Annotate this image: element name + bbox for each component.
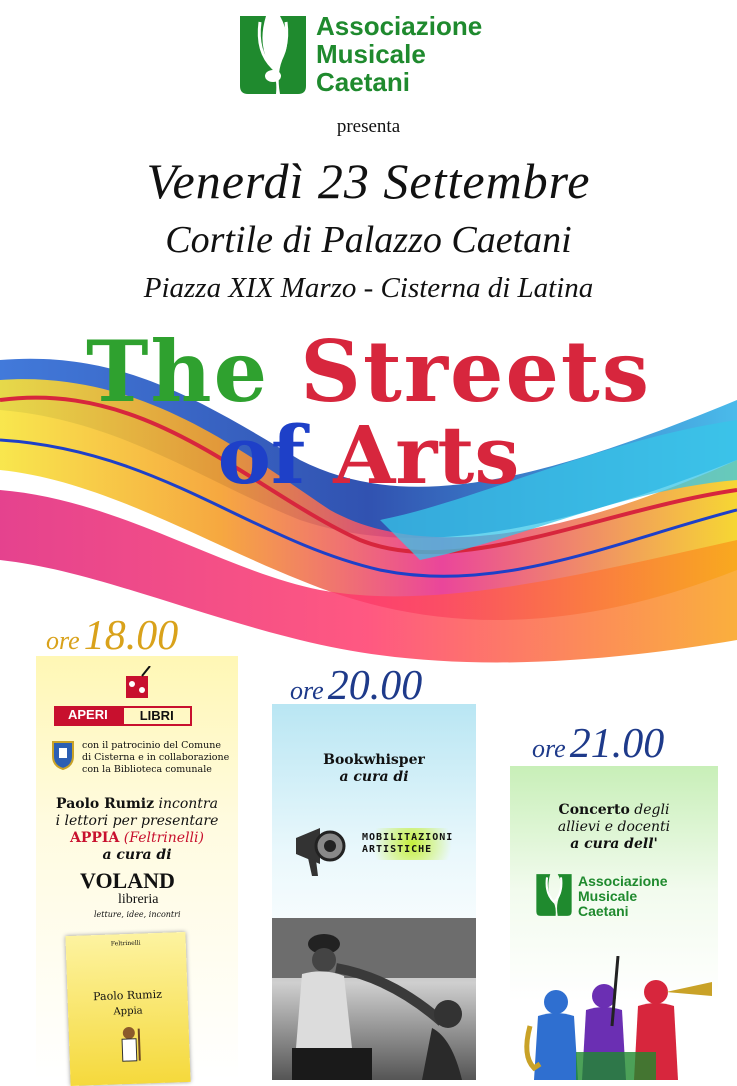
event-2-description [272, 752, 476, 786]
musicians-silhouette-icon [272, 918, 476, 1080]
aperilibri-logo [54, 706, 220, 726]
patronage-line-3: con la Biblioteca comunale [82, 764, 212, 775]
time-2100 [532, 720, 664, 768]
concert-word: Concerto [558, 802, 630, 818]
voland-libreria: libreria [118, 892, 159, 907]
association-name [316, 12, 482, 96]
cover-publisher: Feltrinelli [110, 939, 141, 948]
meets-text: incontra [158, 796, 218, 812]
traveler-figure-icon [109, 1022, 150, 1063]
concert-rest: degli [634, 802, 670, 818]
title-line-2 [0, 408, 737, 502]
coat-of-arms-icon [50, 738, 76, 770]
time-value: 21.00 [569, 721, 665, 767]
title-word-streets: Streets [300, 322, 651, 421]
time-2000 [290, 662, 422, 710]
megaphone-icon [290, 814, 360, 884]
didgeridoo-photo [272, 918, 476, 1080]
time-value: 20.00 [327, 663, 423, 709]
org-line-1: Associazione [316, 11, 483, 41]
ore-label: ore [290, 676, 324, 705]
org-line-2: Musicale [316, 39, 426, 69]
publisher: (Feltrinelli) [123, 830, 204, 846]
event-1-description [36, 796, 238, 864]
lyre-icon [236, 12, 310, 98]
event-panel-2000 [272, 704, 476, 1080]
cocktail-glass-icon [120, 666, 156, 702]
org-line-3: Caetani [578, 903, 629, 919]
curated-by: a cura di [339, 769, 409, 785]
line2: i lettori per presentare [55, 813, 219, 829]
line2: allievi e docenti [557, 819, 671, 835]
org-line-2: Musicale [578, 888, 638, 904]
event-3-description [510, 802, 718, 853]
voland-logo [80, 868, 230, 924]
association-name-small [578, 874, 667, 919]
cover-author: Paolo Rumiz [92, 987, 163, 1004]
title-line-1 [0, 322, 737, 421]
event-panel-1800 [36, 656, 238, 1080]
org-line-3: Caetani [316, 67, 410, 97]
org-line-1: Associazione [578, 873, 668, 889]
title-word-arts: Arts [333, 408, 520, 502]
line3: a cura dell' [570, 836, 658, 852]
cover-title: Appia [113, 1005, 143, 1018]
curated-by: a cura di [102, 847, 172, 863]
event-panel-2100 [510, 766, 718, 1080]
libri-label: LIBRI [122, 706, 192, 726]
band-silhouettes-icon [516, 956, 716, 1080]
association-logo [236, 8, 526, 100]
author-name: Paolo Rumiz [56, 796, 155, 812]
voland-tagline: letture, idee, incontri [94, 910, 181, 919]
event-venue: Cortile di Palazzo Caetani [165, 219, 572, 261]
patronage-line-1: con il patrocinio del Comune [82, 740, 221, 751]
patronage-line-2: di Cisterna e in collaborazione [82, 752, 230, 763]
lyre-icon [534, 872, 574, 918]
time-value: 18.00 [83, 613, 179, 659]
time-1800 [46, 612, 178, 660]
ore-label: ore [46, 626, 80, 655]
event-place: Piazza XIX Marzo - Cisterna di Latina [143, 272, 594, 304]
bookwhisper-name: Bookwhisper [323, 752, 425, 768]
presenta-text: presenta [336, 116, 401, 137]
book-title: APPIA [70, 830, 120, 846]
title-word-the: The [86, 322, 270, 421]
aperi-label: APERI [54, 706, 122, 726]
title-word-of: of [217, 408, 306, 502]
mobilitazioni-artistiche-logo: MOBILITAZIONI ARTISTICHE [358, 828, 466, 860]
ore-label: ore [532, 734, 566, 763]
voland-name: VOLAND [80, 868, 175, 893]
book-cover [65, 932, 190, 1086]
association-logo-small [534, 872, 714, 922]
event-date: Venerdì 23 Settembre [146, 153, 591, 209]
patronage-text [82, 740, 229, 776]
